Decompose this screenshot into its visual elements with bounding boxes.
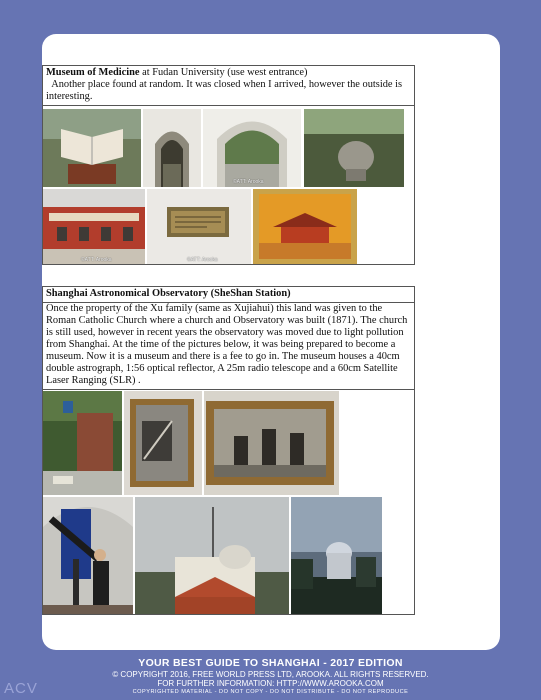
observatory-domes-rooftop-photo — [135, 497, 289, 614]
photo-credit: ©ATT: Arooka — [187, 257, 218, 263]
dome-at-dusk-photo — [291, 497, 382, 614]
photo-gallery — [43, 389, 414, 614]
section-header — [43, 66, 414, 106]
section-title: Shanghai Astronomical Observatory (SheShan Station) — [46, 288, 291, 299]
section-subtitle: at Fudan University (use west entrance) — [139, 67, 308, 78]
stone-urn-garden-photo — [304, 109, 404, 187]
observatory-sign-board-photo — [43, 391, 122, 495]
framed-historic-photo-telescope — [124, 391, 202, 495]
footer-legal-notice: COPYRIGHTED MATERIAL - DO NOT COPY - DO NOT DISTRIBUTE - DO NOT REPRODUCE — [132, 689, 409, 695]
section-description: Another place found at random. It was closed when I arrived, however the outside is interesting. — [46, 79, 405, 102]
museum-of-medicine-section — [42, 65, 415, 265]
section-header — [43, 287, 414, 302]
arched-doorway-photo — [143, 109, 201, 187]
photo-gallery — [43, 106, 414, 264]
open-book-sculpture-photo — [43, 109, 141, 187]
wall-plaque-photo — [147, 189, 251, 264]
red-building-facade-photo — [43, 189, 145, 264]
photo-credit: ©ATT: Arooka — [81, 257, 112, 263]
section-title: Museum of Medicine — [46, 67, 140, 78]
framed-historic-photo-group — [204, 391, 339, 495]
footer-info-link[interactable]: FOR FURTHER INFORMATION: HTTP://WWW.AROOKA.COM — [157, 679, 384, 688]
temple-painting-photo — [253, 189, 357, 264]
person-with-telescope-photo — [43, 497, 133, 614]
photo-credit: ©ATT: Arooka — [233, 179, 264, 185]
watermark-logo: ACV — [4, 680, 38, 697]
shanghai-astronomical-observatory-section — [42, 286, 415, 615]
courtyard-gate-photo — [203, 109, 301, 187]
footer-copyright: © COPYRIGHT 2016, FREE WORLD PRESS LTD, AROOKA. ALL RIGHTS RESERVED. — [112, 670, 429, 679]
section-description: Once the property of the Xu family (same as Xujiahui) this land was given to the Roman Catholic Church where a church and Observatory was built (1871). The church is still used, however in recent years the observatory was moved due to light pollution from Shanghai. At the time of the pictures below, it was being prepared to become a museum. Now it is a museum and there is a fee to go in. The museum houses a 40cm double astrograph, 1:56 optical reflector, A 25m radio telescope and a 60cm Satellite Laser Ranging (SLR) . — [43, 302, 414, 389]
footer-title: YOUR BEST GUIDE TO SHANGHAI - 2017 EDITION — [138, 657, 403, 669]
